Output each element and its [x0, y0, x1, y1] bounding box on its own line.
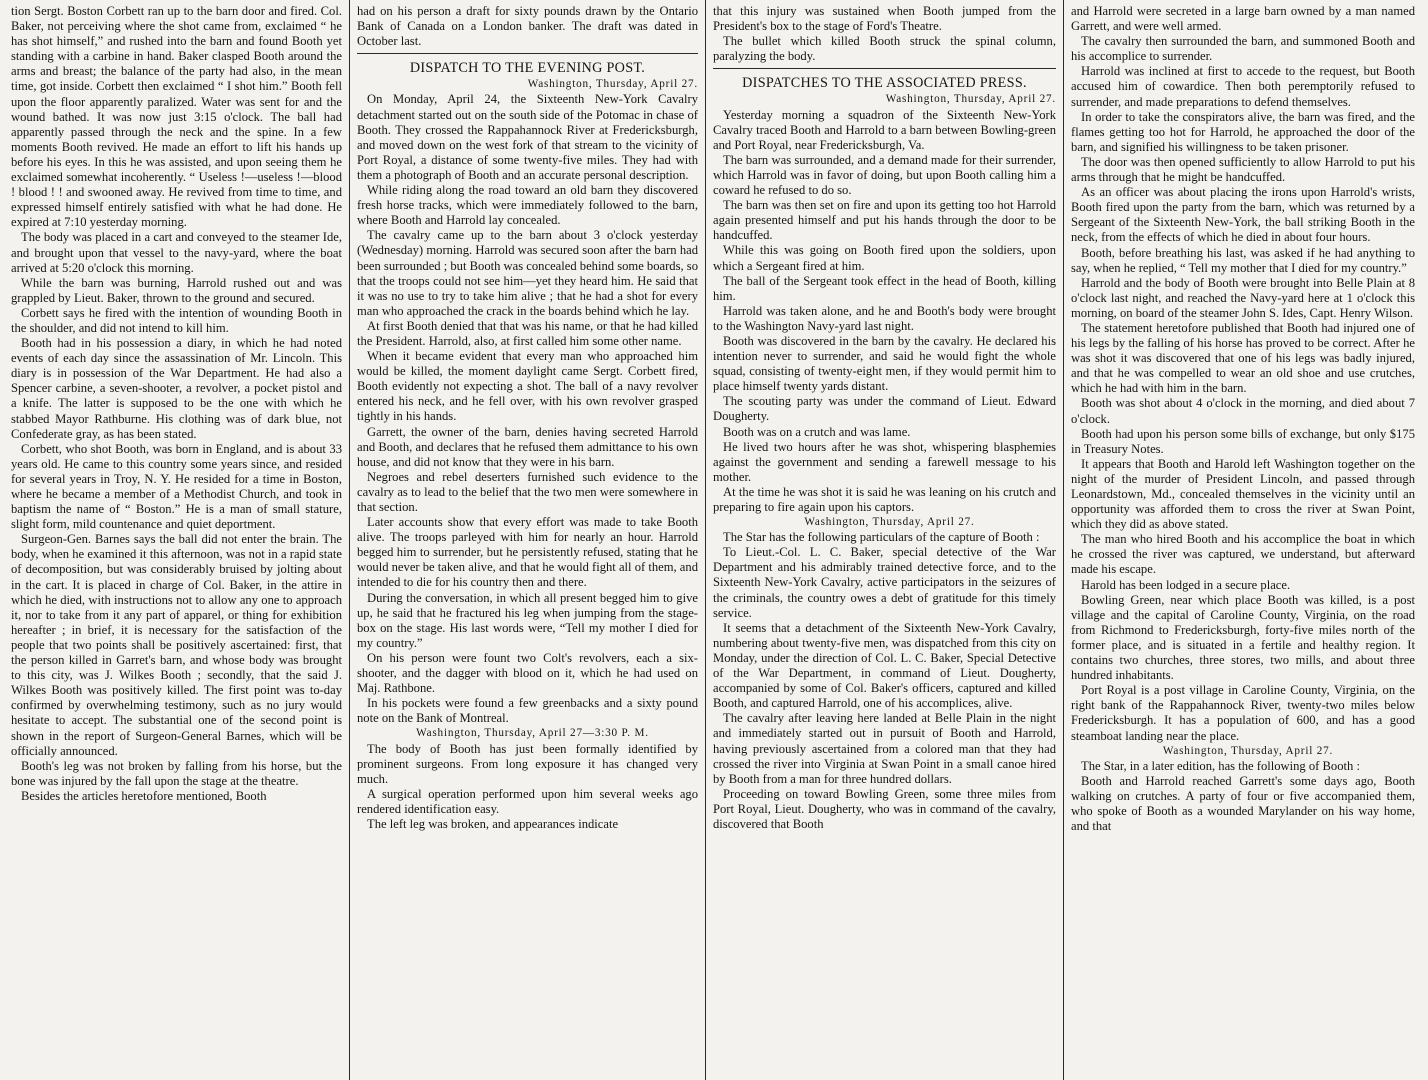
column-2	[350, 0, 706, 1080]
dateline: Washington, Thursday, April 27.	[1162, 744, 1334, 757]
article-paragraph: Port Royal is a post village in Caroline County, Virginia, on the right bank of the Rappahannock River, twenty-two miles below Fredericksburgh. It has a population of 600, and has a good steamboat landing near the place.	[1071, 683, 1415, 743]
article-paragraph: The man who hired Booth and his accomplice the boat in which he crossed the river was captured, we understand, but afterward made his escape.	[1071, 532, 1415, 577]
article-paragraph: It appears that Booth and Harold left Washington together on the night of the murder of President Lincoln, and passed through Leonardstown, Md., concealed themselves in the vicinity until an opportunity was afforded them to cross the river at Swan Point, which they did as above stated.	[1071, 456, 1415, 532]
article-paragraph: On Monday, April 24, the Sixteenth New-York Cavalry detachment started out on the south side of the Potomac in chase of Booth. They crossed the Rappahannock River at Fredericksburgh, and moved down on the west fork of that stream to the vicinity of Port Royal, a distance of some twenty-five miles. They had with them a photograph of Booth and an accurate personal description.	[357, 92, 698, 182]
article-paragraph: At first Booth denied that that was his name, or that he had killed the President. Harrold, also, at first called him some other name.	[357, 318, 698, 348]
article-paragraph: The Star has the following particulars of the capture of Booth :	[723, 530, 1040, 545]
article-paragraph: While the barn was burning, Harrold rushed out and was grappled by Lieut. Baker, thrown to the ground and secured.	[11, 275, 342, 305]
article-paragraph: A surgical operation performed upon him several weeks ago rendered identification easy.	[357, 786, 698, 816]
article-paragraph: The cavalry after leaving here landed at Belle Plain in the night and immediately started out in pursuit of Booth and Harrold, having previously ascertained from a colored man that they had crossed the river into Virginia at Swan Point in a small canoe hired by Booth from a man for three hundred dollars.	[713, 711, 1056, 786]
article-paragraph: Booth, before breathing his last, was asked if he had anything to say, when he replied, “ Tell my mother that I died for my country.”	[1071, 245, 1415, 275]
article-paragraph: The left leg was broken, and appearances indicate	[367, 816, 619, 831]
article-paragraph: tion Sergt. Boston Corbett ran up to the barn door and fired. Col. Baker, not perceiving where the shot came from, exclaimed “ he has shot himself,” and rushed into the barn and found Booth yet standing with a carbine in hand. Baker clasped Booth around the arms and breast; the balance of the party had also, in the mean time, got inside. Corbett then exclaimed “ I shot him.” Booth fell upon the floor apparently paralized. Water was sent for and the wound bathed. It was now just 3:15 o'clock. The ball had apparently passed through the neck and the spine. In a few moments Booth revived. He made an effort to lift his hands up before his eyes. In this he was assisted, and upon seeing them he exclaimed somewhat incoherently. “ Useless !—useless !—blood ! blood ! ! and swooned away. He revived from time to time, and expressed himself entirely satisfied with what he had done. He expired at 7:10 yesterday morning.	[11, 4, 342, 230]
article-paragraph: When it became evident that every man who approached him would be killed, the moment daylight came Sergt. Corbett fired, Booth evidently not expecting a shot. The ball of a navy revolver entered his neck, and he fell over, with his own revolver grasped tightly in his hands.	[357, 349, 698, 424]
article-paragraph: Harrold was inclined at first to accede to the request, but Booth accused him of cowardice. Then both peremptorily refused to surrender, and made preparations to defend themselves.	[1071, 64, 1415, 109]
article-paragraph: The Star, in a later edition, has the following of Booth :	[1081, 758, 1360, 773]
article-paragraph: Negroes and rebel deserters furnished such evidence to the cavalry as to lead to the belief that the two men were somewhere in that section.	[357, 469, 698, 514]
article-paragraph: and Harrold were secreted in a large barn owned by a man named Garrett, and were well armed.	[1071, 4, 1415, 34]
dateline: Washington, Thursday, April 27.	[804, 516, 975, 529]
article-paragraph: Surgeon-Gen. Barnes says the ball did not enter the brain. The body, when he examined it this afternoon, was not in a rapid state of decomposition, but was considerably bruised by jolting about in the cart. It is placed in charge of Col. Baker, in the attire in which he died, with instructions not to allow any one to approach it, nor to take from it any part of apparel, or thing for exhibition hereafter ; in brief, it is necessary for the satisfaction of the people that two points shall be positively ascertained: first, that the person killed in Garret's barn, and whose body was brought to this city, was J. Wilkes Booth ; secondly, that the said J. Wilkes Booth was positively killed. The first point was to-day confirmed by overwhelming testimony, such as no jury would hesitate to accept. The substantial one of the second point is shown in the report of Surgeon-General Barnes, which will be officially announced.	[11, 532, 342, 758]
article-paragraph: On his person were fount two Colt's revolvers, each a six-shooter, and the dagger with blood on it, which he had used on Maj. Rathbone.	[357, 650, 698, 696]
article-paragraph: While riding along the road toward an old barn they discovered fresh horse tracks, which were immediately followed to the barn, where Booth and Harrold lay concealed.	[357, 183, 698, 228]
column-3	[706, 0, 1064, 1080]
article-paragraph: At the time he was shot it is said he was leaning on his crutch and preparing to fire again upon his captors.	[713, 484, 1056, 514]
article-paragraph: had on his person a draft for sixty pounds drawn by the Ontario Bank of Canada on a London banker. The draft was dated in October last.	[357, 4, 698, 49]
section-divider	[713, 68, 1056, 69]
article-paragraph: The body was placed in a cart and conveyed to the steamer Ide, and brought upon that vessel to the navy-yard, where the boat arrived at 5:20 o'clock this morning.	[11, 230, 342, 275]
article-paragraph: Booth had upon his person some bills of exchange, but only $175 in Treasury Notes.	[1071, 426, 1415, 456]
dateline: Washington, Thursday, April 27.	[527, 78, 698, 91]
article-paragraph: Booth was shot about 4 o'clock in the morning, and died about 7 o'clock.	[1071, 396, 1415, 426]
article-paragraph: The barn was surrounded, and a demand made for their surrender, which Harrold was in favor of doing, but upon Booth calling him a coward he refused to do so.	[713, 152, 1056, 198]
section-headline: DISPATCH TO THE EVENING POST.	[409, 60, 646, 77]
column-1	[4, 0, 350, 1080]
article-paragraph: While this was going on Booth fired upon the soldiers, upon which a Sergeant fired at him.	[713, 243, 1056, 273]
article-paragraph: The scouting party was under the command of Lieut. Edward Dougherty.	[713, 394, 1056, 424]
article-paragraph: To Lieut.-Col. L. C. Baker, special detective of the War Department and his admirably trained detective force, and to the Sixteenth New-York Cavalry, active participators in the seizures of the criminals, the country owes a debt of gratitude for this timely service.	[713, 545, 1056, 620]
article-paragraph: Booth and Harrold reached Garrett's some days ago, Booth walking on crutches. A party of four or five accompanied them, who spoke of Booth as a wounded Marylander on his way home, and that	[1071, 773, 1415, 834]
section-headline: DISPATCHES TO THE ASSOCIATED PRESS.	[742, 75, 1027, 92]
article-paragraph: The barn was then set on fire and upon its getting too hot Harrold again presented himself and put his hands through the door to be handcuffed.	[713, 198, 1056, 243]
article-paragraph: Booth was discovered in the barn by the cavalry. He declared his intention never to surrender, and said he would fight the whole squad, consisting of twenty-eight men, if they would permit him to place himself twenty yards distant.	[713, 333, 1056, 394]
column-4	[1064, 0, 1422, 1080]
article-paragraph: Harrold and the body of Booth were brought into Belle Plain at 8 o'clock last night, and reached the Navy-yard here at 1 o'clock this morning, on board of the steamer John S. Ides, Capt. Henry Wilson.	[1071, 275, 1415, 320]
article-paragraph: Harrold was taken alone, and he and Booth's body were brought to the Washington Navy-yard last night.	[713, 303, 1056, 333]
dateline: Washington, Thursday, April 27.	[885, 93, 1056, 106]
article-paragraph: It seems that a detachment of the Sixteenth New-York Cavalry, numbering about twenty-five men, was dispatched from this city on Monday, under the direction of Col. L. C. Baker, Special Detective of the War Department, in command of Lieut. Dougherty, accompanied by some of Col. Baker's officers, captured and killed Booth, and captured Harrold, one of his accomplices, alive.	[713, 620, 1056, 711]
article-paragraph: The ball of the Sergeant took effect in the head of Booth, killing him.	[713, 273, 1056, 303]
section-divider	[357, 53, 698, 54]
article-paragraph: The cavalry then surrounded the barn, and summoned Booth and his accomplice to surrender.	[1071, 34, 1415, 64]
article-paragraph: The body of Booth has just been formally identified by prominent surgeons. From long exposure it has changed very much.	[357, 741, 698, 786]
article-paragraph: The statement heretofore published that Booth had injured one of his legs by the falling of his horse has proved to be correct. After he was shot it was discovered that one of his legs was badly injured, and that he was compelled to wear an old shoe and use crutches, which he had with him in the barn.	[1071, 320, 1415, 396]
article-paragraph: Corbett says he fired with the intention of wounding Booth in the shoulder, and did not intend to kill him.	[11, 305, 342, 335]
article-paragraph: Proceeding on toward Bowling Green, some three miles from Port Royal, Lieut. Dougherty, who was in command of the cavalry, discovered that Booth	[713, 786, 1056, 831]
article-paragraph: Yesterday morning a squadron of the Sixteenth New-York Cavalry traced Booth and Harrold to a barn between Bowling-green and Port Royal, near Fredericksburgh, Va.	[713, 107, 1056, 152]
article-paragraph: Booth had in his possession a diary, in which he had noted events of each day since the assassination of Mr. Lincoln. This diary is in possession of the War Department. He had also a Spencer carbine, a seven-shooter, a revolver, a pocket pistol and a knife. The latter is supposed to be the one with which he stabbed Mayor Rathburne. His clothing was of dark blue, not Confederate gray, as has been stated.	[11, 336, 342, 441]
article-paragraph: Booth was on a crutch and was lame.	[723, 424, 911, 439]
article-paragraph: Corbett, who shot Booth, was born in England, and is about 33 years old. He came to this country some years since, and resided for several years in Troy, N. Y. He resided for a time in Boston, where he became a member of a Methodist Church, and took in baptism the name of “ Boston.” He is a man of small stature, slight form, mild countenance and quiet deportment.	[11, 441, 342, 532]
article-paragraph: The bullet which killed Booth struck the spinal column, paralyzing the body.	[713, 34, 1056, 64]
article-paragraph: Harold has been lodged in a secure place.	[1081, 577, 1291, 592]
article-paragraph: In his pockets were found a few greenbacks and a sixty pound note on the Bank of Montreal.	[357, 696, 698, 726]
article-paragraph: Booth's leg was not broken by falling from his horse, but the bone was injured by the fall upon the stage at the theatre.	[11, 758, 342, 788]
article-paragraph: He lived two hours after he was shot, whispering blasphemies against the government and sending a farewell message to his mother.	[713, 439, 1056, 484]
article-paragraph: Bowling Green, near which place Booth was killed, is a post village and the capital of Caroline County, Virginia, on the road from Richmond to Fredericksburgh, forty-five miles north of the former place, and is situated in a fertile and healthy region. It contains two churches, three stores, two mills, and about three hundred inhabitants.	[1071, 592, 1415, 683]
article-paragraph: The cavalry came up to the barn about 3 o'clock yesterday (Wednesday) morning. Harrold was secured soon after the barn had been surrounded ; but Booth was concealed behind some boards, so that the troops could not see him—yet they heard him. He said that it was no use to try to take him alive ; that he had a shot for every man who approached the crack in the boards behind which he lay.	[357, 228, 699, 318]
article-paragraph: Besides the articles heretofore mentioned, Booth	[21, 788, 267, 803]
article-paragraph: Garrett, the owner of the barn, denies having secreted Harrold and Booth, and declares that he refused them admittance to his own house, and did not know that they were in his barn.	[357, 424, 698, 469]
dateline: Washington, Thursday, April 27—3:30 P. M.	[416, 727, 649, 740]
article-paragraph: During the conversation, in which all present begged him to give up, he said that he fractured his leg when jumping from the stage-box on the stage. His last words were, “Tell my mother I died for my country.”	[357, 590, 698, 650]
article-paragraph: Later accounts show that every effort was made to take Booth alive. The troops parleyed with him for nearly an hour. Harrold begged him to surrender, but he persistently refused, stating that he would never be taken alive, and that he would fight all of them, and intended to die for his country then and there.	[357, 515, 698, 590]
article-paragraph: In order to take the conspirators alive, the barn was fired, and the flames getting too hot for Harrold, he approached the door of the barn, and signified his willingness to be taken prisoner.	[1071, 109, 1415, 154]
article-paragraph: that this injury was sustained when Booth jumped from the President's box to the stage of Ford's Theatre.	[713, 4, 1056, 34]
article-paragraph: The door was then opened sufficiently to allow Harrold to put his arms through that he might be handcuffed.	[1071, 154, 1415, 185]
article-paragraph: As an officer was about placing the irons upon Harrold's wrists, Booth fired upon the party from the barn, which was returned by a Sergeant of the Sixteenth New-York, the ball striking Booth in the neck, from the effects of which he died in about four hours.	[1071, 185, 1415, 245]
